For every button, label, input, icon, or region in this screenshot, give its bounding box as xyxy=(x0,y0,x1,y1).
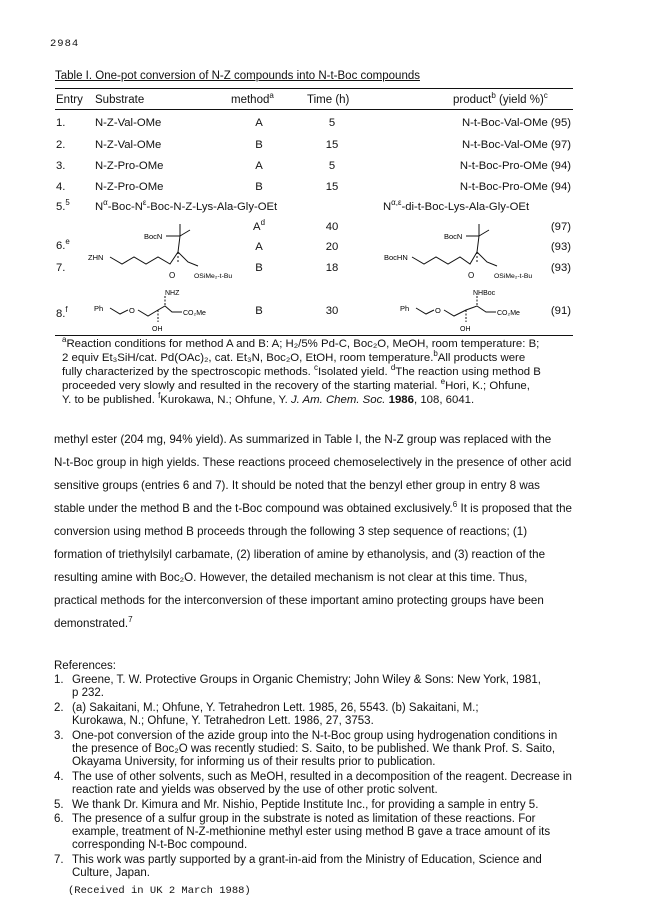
row-5-substrate-text: -Boc-N-Z-Lys-Ala-Gly-OEt xyxy=(146,201,278,213)
structure-8-substrate xyxy=(92,286,222,334)
header-method: method$^a$ xyxy=(231,91,274,106)
body-line-9: demonstrated.$^7$ xyxy=(54,615,133,630)
ref-6-num: 6. xyxy=(54,813,64,825)
ref-3-line-1: One-pot conversion of the azide group into the N-t-Boc group using hydrogenation conditions in xyxy=(72,730,558,742)
ref-7-line-2: Culture, Japan. xyxy=(72,867,150,879)
struct-ph-label: Ph xyxy=(94,304,104,313)
table-title: Table I. One-pot conversion of N-Z compounds into N-t-Boc compounds xyxy=(55,70,420,82)
struct-nhboc-label: NHBoc xyxy=(473,290,496,297)
row-4-substrate: N-Z-Pro-OMe xyxy=(95,181,164,193)
page-number: 2984 xyxy=(50,38,80,50)
row-2-time: 15 xyxy=(325,139,339,151)
references-heading: References: xyxy=(54,660,117,672)
struct-co2me-label: CO₂Me xyxy=(497,310,520,317)
row-4-time: 15 xyxy=(325,181,339,193)
struct-boc-label: BocN xyxy=(144,232,163,241)
struct-osi-label: OSiMe₂-t-Bu xyxy=(494,273,533,280)
row-1-time: 5 xyxy=(328,117,336,129)
footnote-line-5: Y. to be published. $^f$Kurokawa, N.; Ohfune, Y. J. Am. Chem. Soc. 1986, 108, 6041. xyxy=(62,391,475,406)
row-3-entry: 3. xyxy=(56,160,66,172)
row-4-method: B xyxy=(255,181,263,193)
ref-7-line-1: This work was partly supported by a grant-in-aid from the Ministry of Education, Science and xyxy=(72,854,542,866)
ref-2-num: 2. xyxy=(54,702,64,714)
structure-8-product xyxy=(398,286,538,334)
ref-6-line-2: example, treatment of N-Z-methionine methyl ester using method B gave a trace amount of its xyxy=(72,826,551,838)
body-line-4: stable under the method B and the t-Boc compound was obtained exclusively.$^6$ It is proposed that the xyxy=(54,500,572,515)
row-8-time: 30 xyxy=(325,305,339,317)
ref-1-line-2: p 232. xyxy=(72,687,104,699)
footnote-line-3: fully characterized by the spectroscopic methods. $^c$Isolated yield. $^d$The reaction using method B xyxy=(62,363,541,378)
row-7-time: 18 xyxy=(325,262,339,274)
ref-7-num: 7. xyxy=(54,854,64,866)
struct-osi-label: OSiMe₂-t-Bu xyxy=(194,273,233,280)
ref-1-line-1: Greene, T. W. Protective Groups in Organic Chemistry; John Wiley & Sons: New York, 1981, xyxy=(72,674,541,686)
ref-2-line-1: (a) Sakaitani, M.; Ohfune, Y. Tetrahedron Lett. 1985, 26, 5543. (b) Sakaitani, M.; xyxy=(72,702,479,714)
struct-o-label: O xyxy=(129,306,135,315)
structure-6-7-substrate xyxy=(86,222,266,288)
table-header-rule xyxy=(55,109,573,110)
row-5-method: $A^d$ xyxy=(253,218,265,233)
row-1-entry: 1. xyxy=(56,117,66,129)
table-bottom-rule xyxy=(55,335,573,336)
row-5-substrate: $N^\alpha-Boc-N^\varepsilon-Boc-N-Z-Lys-Ala-Gly$-OEt xyxy=(95,198,278,213)
row-5-time: 40 xyxy=(325,221,339,233)
ref-4-num: 4. xyxy=(54,771,64,783)
ref-5-num: 5. xyxy=(54,799,64,811)
footnote-line-2: 2 equiv Et₃SiH/cat. Pd(OAc)₂, cat. Et₃N, Boc₂O, EtOH, room temperature.$^b$All products were xyxy=(62,349,526,364)
struct-o-label: O xyxy=(468,271,475,280)
struct-oh-label: OH xyxy=(152,326,163,333)
received-date: (Received in UK 2 March 1988) xyxy=(68,885,251,897)
body-line-5: conversion using method B proceeds through the following 3 step sequence of reactions; (1) xyxy=(54,525,528,538)
ref-4-line-2: reaction rate and yields was observed by the use of other protic solvent. xyxy=(72,784,438,796)
row-2-product: N-t-Boc-Val-OMe (97) xyxy=(461,139,571,151)
row-6-entry: 6.$^e$ xyxy=(56,237,70,252)
row-3-time: 5 xyxy=(328,160,336,172)
ref-5-line-1: We thank Dr. Kimura and Mr. Nishio, Peptide Institute Inc., for providing a sample in entry 5. xyxy=(72,799,539,811)
ref-2-line-2: Kurokawa, N.; Ohfune, Y. Tetrahedron Lett. 1986, 27, 3753. xyxy=(72,715,374,727)
row-7-entry: 7. xyxy=(56,262,66,274)
row-8-entry: 8.$^f$ xyxy=(56,305,68,320)
struct-oh-label: OH xyxy=(460,326,471,333)
row-6-method: A xyxy=(255,241,263,253)
ref-3-num: 3. xyxy=(54,730,64,742)
header-substrate: Substrate xyxy=(95,94,145,106)
row-4-entry: 4. xyxy=(56,181,66,193)
ref-1-num: 1. xyxy=(54,674,64,686)
row-6-time: 20 xyxy=(325,241,339,253)
struct-o-label: O xyxy=(435,306,441,315)
row-3-method: A xyxy=(255,160,263,172)
header-entry: Entry xyxy=(56,94,83,106)
body-line-8: practical methods for the interconversion of these important amino protecting groups have been xyxy=(54,594,544,607)
row-6-yield: (93) xyxy=(550,241,571,253)
struct-nhz-label: NHZ xyxy=(165,290,180,297)
row-5-entry: 5.$^5$ xyxy=(56,198,70,213)
row-5-product: $N^{\alpha,\varepsilon}-di-t-Boc-Lys-Ala-Gly$-OEt xyxy=(383,198,530,213)
row-5-yield: (97) xyxy=(550,221,571,233)
body-line-6: formation of triethylsilyl carbamate, (2) liberation of amine by ethanolysis, and (3) reaction of the xyxy=(54,548,546,561)
row-5-product-text: -di-t-Boc-Lys-Ala-Gly-OEt xyxy=(401,201,530,213)
struct-bochn-label: BocHN xyxy=(384,253,408,262)
ref-6-line-1: The presence of a sulfur group in the substrate is noted as limitation of these reactions. For xyxy=(72,813,536,825)
ref-6-line-3: corresponding N-t-Boc compound. xyxy=(72,839,248,851)
row-2-method: B xyxy=(255,139,263,151)
row-2-entry: 2. xyxy=(56,139,66,151)
ref-3-line-2: the presence of Boc₂O was recently studied: S. Saito, to be published. We thank Prof. S. Saito, xyxy=(72,743,556,755)
struct-boc-label: BocN xyxy=(444,232,463,241)
body-line-1: methyl ester (204 mg, 94% yield). As summarized in Table I, the N-Z group was replaced with the xyxy=(54,433,552,446)
header-product: product$^b$ (yield %)$^c$ xyxy=(453,91,548,106)
row-4-product: N-t-Boc-Pro-OMe (94) xyxy=(459,181,571,193)
ref-4-line-1: The use of other solvents, such as MeOH, resulted in a decomposition of the reagent. Decrease in xyxy=(72,771,572,783)
row-2-substrate: N-Z-Val-OMe xyxy=(95,139,162,151)
body-line-2: N-t-Boc group in high yields. These reactions proceed chemoselectively in the presence of other acid xyxy=(54,456,572,469)
row-7-method: B xyxy=(255,262,263,274)
header-time: Time (h) xyxy=(307,94,350,106)
row-1-product: N-t-Boc-Val-OMe (95) xyxy=(461,117,571,129)
footnote-line-4: proceeded very slowly and resulted in the recovery of the starting material. $^e$Hori, K.; Ohfune, xyxy=(62,377,530,392)
row-8-method: B xyxy=(255,305,263,317)
body-line-7: resulting amine with Boc₂O. However, the detailed mechanism is not clear at this time. Thus, xyxy=(54,571,528,584)
row-1-method: A xyxy=(255,117,263,129)
table-top-rule xyxy=(55,88,573,89)
struct-zhn-label: ZHN xyxy=(88,253,104,262)
structure-6-7-product xyxy=(382,222,572,288)
ref-3-line-3: Okayama University, for informing us of their results prior to publication. xyxy=(72,756,436,768)
row-1-substrate: N-Z-Val-OMe xyxy=(95,117,162,129)
row-3-substrate: N-Z-Pro-OMe xyxy=(95,160,164,172)
struct-co2me-label: CO₂Me xyxy=(183,310,206,317)
struct-o-label: O xyxy=(169,271,176,280)
body-line-3: sensitive groups (entries 6 and 7). It should be noted that the benzyl ether group in entry 8 was xyxy=(54,479,540,492)
footnote-line-1: $^a$Reaction conditions for method A and B: A; H₂/5% Pd-C, Boc₂O, MeOH, room temperature: B; xyxy=(62,335,540,350)
row-7-yield: (93) xyxy=(550,262,571,274)
row-8-yield: (91) xyxy=(550,305,571,317)
struct-ph-label: Ph xyxy=(400,304,410,313)
row-3-product: N-t-Boc-Pro-OMe (94) xyxy=(459,160,571,172)
